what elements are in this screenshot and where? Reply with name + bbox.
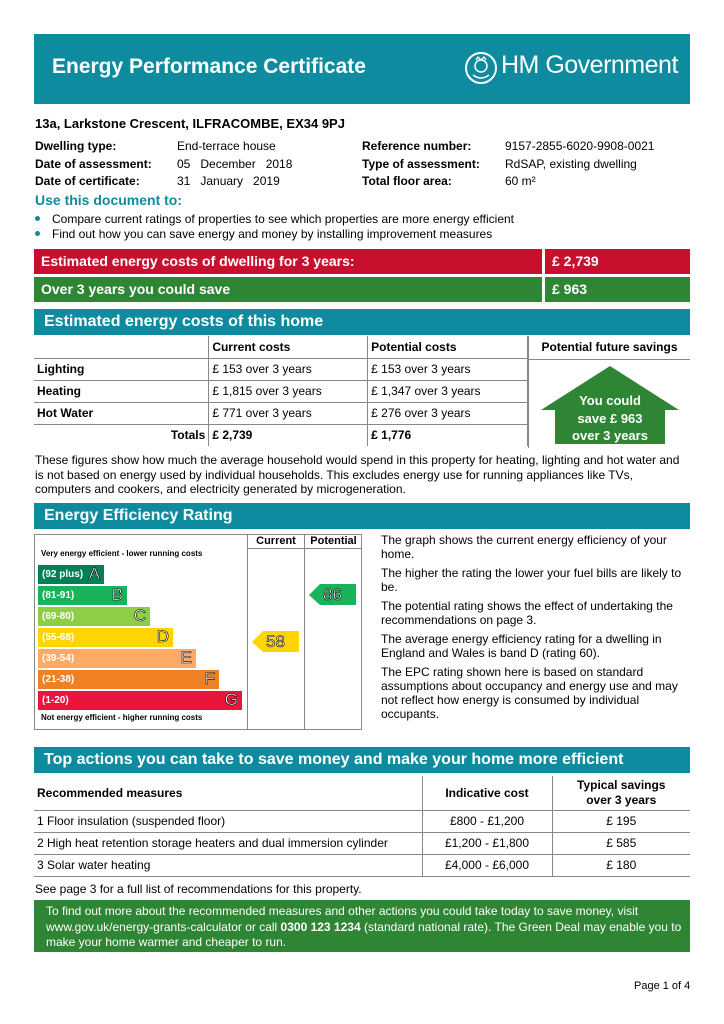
band-range: (69-80) [42, 611, 75, 622]
rating-note: The higher the rating the lower your fuel bills are likely to be. [381, 566, 682, 594]
table-row [34, 358, 528, 380]
use-heading: Use this document to: [35, 192, 183, 208]
saving-cell: £ 180 [552, 854, 690, 876]
band-letter: G [224, 690, 238, 709]
divider [247, 548, 362, 549]
totals-potential: £ 1,776 [368, 424, 528, 446]
rating-col-potential: Potential [310, 535, 357, 547]
band-range: (81-91) [42, 590, 75, 601]
band-range: (55-68) [42, 632, 75, 643]
details-right [362, 138, 692, 191]
assessment-type-value: RdSAP, existing dwelling [505, 156, 637, 171]
rating-band-d [38, 628, 173, 647]
band-range: (1-20) [42, 695, 69, 706]
top-actions-heading: Top actions you can take to save money and make your home more efficient [34, 747, 690, 773]
saving-cell: £ 585 [552, 832, 690, 854]
table-row [34, 832, 690, 854]
band-letter: F [204, 669, 215, 688]
efficiency-rating-heading: Energy Efficiency Rating [34, 503, 690, 529]
bullet-text: Find out how you can save energy and money by installing improvement measures [52, 227, 493, 241]
bullet-icon [35, 231, 40, 236]
rating-notes [381, 533, 689, 721]
dwelling-type-value: End-terrace house [177, 139, 276, 153]
hm-government-logo: HM Government [501, 51, 678, 79]
totals-label: Totals [34, 424, 209, 446]
col-current-costs: Current costs [209, 336, 368, 358]
col-savings [552, 776, 690, 810]
figures-note: These figures show how much the average household would spend in this property for heating, lighting and hot water and is not based on energy used by individual households. This excludes energy use for running appliances like TVs, computers and cookers, and electricity generated by microgeneration. [35, 453, 680, 496]
rating-col-current: Current [256, 535, 296, 547]
see-page-note: See page 3 for a full list of recommendations for this property. [35, 882, 362, 896]
row-label: Hot Water [34, 402, 209, 424]
bullet-text: Compare current ratings of properties to see which properties are more energy efficient [52, 212, 515, 226]
potential-cost-cell: £ 1,347 over 3 years [368, 380, 528, 402]
detail-label: Total floor area: [362, 174, 452, 188]
col-savings-line: Typical savings [577, 777, 666, 792]
page-title: Energy Performance Certificate [52, 55, 366, 78]
potential-cost-cell: £ 153 over 3 years [368, 358, 528, 380]
detail-label: Date of assessment: [35, 156, 152, 171]
col-measures: Recommended measures [34, 776, 422, 810]
save-band-label: Over 3 years you could save [34, 277, 542, 302]
band-letter: C [133, 606, 146, 625]
band-range: (21-38) [42, 674, 75, 685]
rating-top-label: Very energy efficient - lower running costs [41, 549, 203, 558]
estimated-costs-heading: Estimated energy costs of this home [34, 309, 690, 335]
cost-cell: £800 - £1,200 [422, 810, 552, 832]
footer-line: To find out more about the recommended measures and other actions you could take today to save money, visit [46, 904, 639, 918]
footer-link[interactable]: www.gov.uk/energy-grants-calculator or call [46, 919, 281, 934]
totals-row [34, 424, 528, 446]
potential-cost-cell: £ 276 over 3 years [368, 402, 528, 424]
current-cost-cell: £ 153 over 3 years [209, 358, 368, 380]
band-letter: B [111, 585, 123, 604]
footer-phone: 0300 123 1234 [280, 919, 361, 934]
col-savings-line: over 3 years [586, 792, 657, 807]
floor-area-value: 60 m² [505, 174, 536, 188]
col-future-savings: Potential future savings [528, 336, 690, 360]
row-label: Heating [34, 380, 209, 402]
energy-cost-band-label: Estimated energy costs of dwelling for 3 years: [34, 249, 542, 274]
details-left [35, 138, 335, 191]
table-row [34, 854, 690, 876]
rating-band-f [38, 670, 219, 689]
savings-arrow-text [555, 392, 665, 445]
totals-current: £ 2,739 [209, 424, 368, 446]
band-range: (92 plus) [42, 569, 84, 580]
rating-bottom-label: Not energy efficient - higher running costs [41, 713, 203, 722]
divider [528, 360, 529, 448]
divider [304, 534, 305, 730]
current-cost-cell: £ 771 over 3 years [209, 402, 368, 424]
rating-band-b [38, 586, 127, 605]
arrow-line: over 3 years [572, 428, 648, 443]
arrow-line: save £ 963 [577, 410, 643, 426]
footer-line [46, 920, 690, 936]
measure-cell: 3 Solar water heating [34, 854, 422, 876]
rating-note: The potential rating shows the effect of undertaking the recommendations on page 3. [381, 599, 673, 627]
footer-text: (standard national rate). The Green Deal may enable you to [360, 919, 682, 934]
rating-band-g [38, 691, 242, 710]
detail-label: Reference number: [362, 139, 472, 153]
energy-cost-band-value: £ 2,739 [545, 249, 690, 274]
arrow-line: You could [579, 393, 641, 408]
band-letter: A [88, 564, 100, 583]
use-bullet [35, 212, 514, 226]
rating-band-e [38, 649, 196, 668]
rating-band-c [38, 607, 150, 626]
table-row [34, 810, 690, 832]
rating-note: The average energy efficiency rating for a dwelling in England and Wales is band D (rating 60). [381, 632, 662, 660]
current-cost-cell: £ 1,815 over 3 years [209, 380, 368, 402]
estimated-costs-table [34, 336, 528, 446]
rating-note: The graph shows the current energy efficiency of your home. [381, 533, 667, 561]
footer-line: make your home warmer and cheaper to run. [46, 935, 287, 949]
royal-crest-icon [464, 51, 498, 85]
page-number: Page 1 of 4 [634, 980, 691, 992]
cost-cell: £1,200 - £1,800 [422, 832, 552, 854]
assessment-date-value: 05 December 2018 [177, 156, 293, 171]
header-banner [34, 34, 690, 104]
rating-note: The EPC rating shown here is based on standard assumptions about occupancy and energy use and may not reflect how energy is consumed by individual occupants. [381, 665, 678, 721]
measure-cell: 1 Floor insulation (suspended floor) [34, 810, 422, 832]
measure-cell: 2 High heat retention storage heaters and dual immersion cylinder [34, 832, 422, 854]
band-range: (39-54) [42, 653, 75, 664]
certificate-date-value: 31 January 2019 [177, 174, 280, 188]
save-band-value: £ 963 [545, 277, 690, 302]
cost-cell: £4,000 - £6,000 [422, 854, 552, 876]
col-potential-costs: Potential costs [368, 336, 528, 358]
table-row [34, 380, 528, 402]
use-bullet [35, 227, 492, 241]
row-label: Lighting [34, 358, 209, 380]
band-letter: D [156, 627, 169, 646]
rating-band-a [38, 565, 104, 584]
reference-number-value: 9157-2855-6020-9908-0021 [505, 139, 655, 153]
col-cost: Indicative cost [422, 776, 552, 810]
table-row [34, 402, 528, 424]
potential-rating-value: 86 [323, 585, 342, 604]
detail-label: Type of assessment: [362, 156, 480, 171]
divider [247, 534, 248, 730]
bullet-icon [35, 216, 40, 221]
detail-label: Date of certificate: [35, 174, 140, 188]
property-address: 13a, Larkstone Crescent, ILFRACOMBE, EX34 9PJ [35, 116, 345, 131]
current-rating-value: 58 [266, 632, 285, 651]
footer-info-box [34, 900, 690, 952]
recommendations-table [34, 776, 690, 877]
detail-label: Dwelling type: [35, 139, 117, 153]
saving-cell: £ 195 [552, 810, 690, 832]
band-letter: E [180, 648, 192, 667]
